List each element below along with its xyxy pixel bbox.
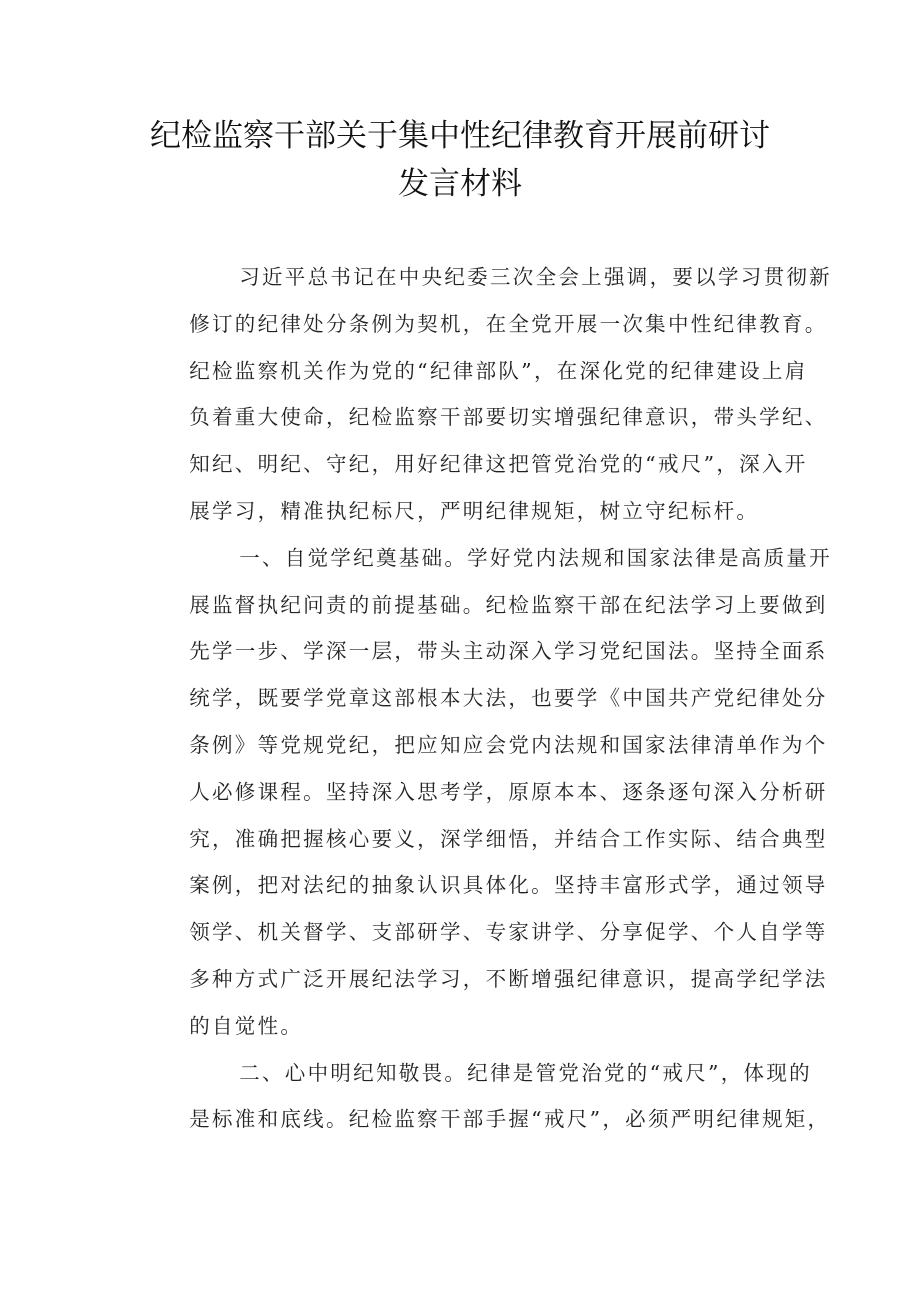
- text-line: 先学一步、学深一层，带头主动深入学习党纪国法。坚持全面系: [189, 639, 828, 664]
- title-line-1: 纪检监察干部关于集中性纪律教育开展前研讨: [150, 118, 770, 154]
- document-title: [0, 112, 920, 208]
- text-line: 修订的纪律处分条例为契机，在全党开展一次集中性纪律教育。: [189, 311, 828, 336]
- title-line-2: 发言材料: [398, 166, 522, 202]
- text-line: 展学习，精准执纪标尺，严明纪律规矩，树立守纪标杆。: [189, 498, 760, 523]
- text-line: 条例》等党规党纪，把应知应会党内法规和国家法律清单作为个: [189, 732, 828, 757]
- paragraph-intro: [140, 254, 832, 535]
- text-line: 展监督执纪问责的前提基础。纪检监察干部在纪法学习上要做到: [189, 592, 828, 617]
- text-line: 人必修课程。坚持深入思考学，原原本本、逐条逐句深入分析研: [189, 779, 828, 804]
- text-line: 二、心中明纪知敬畏。纪律是管党治党的“戒尺”，体现的: [239, 1060, 812, 1085]
- document-body: [140, 254, 832, 1143]
- text-line: 负着重大使命，纪检监察干部要切实增强纪律意识，带头学纪、: [189, 405, 828, 430]
- text-line: 一、自觉学纪奠基础。学好党内法规和国家法律是高质量开: [239, 545, 832, 570]
- text-line: 统学，既要学党章这部根本大法，也要学《中国共产党纪律处分: [189, 686, 828, 711]
- text-line: 的自觉性。: [189, 1013, 304, 1038]
- text-line: 习近平总书记在中央纪委三次全会上强调，要以学习贯彻新: [239, 265, 832, 289]
- text-line: 是标准和底线。纪检监察干部手握“戒尺”，必须严明纪律规矩，: [189, 1107, 831, 1132]
- paragraph-section-2: [140, 1050, 831, 1144]
- text-line: 知纪、明纪、守纪，用好纪律这把管党治党的“戒尺”，深入开: [189, 452, 808, 477]
- text-line: 多种方式广泛开展纪法学习，不断增强纪律意识，提高学纪学法: [189, 966, 828, 991]
- paragraph-section-1: [140, 535, 832, 1050]
- text-line: 纪检监察机关作为党的“纪律部队”，在深化党的纪律建设上肩: [189, 358, 808, 383]
- text-line: 案例，把对法纪的抽象认识具体化。坚持丰富形式学，通过领导: [189, 873, 828, 898]
- text-line: 领学、机关督学、支部研学、专家讲学、分享促学、个人自学等: [189, 920, 828, 945]
- text-line: 究，准确把握核心要义，深学细悟，并结合工作实际、结合典型: [189, 826, 828, 851]
